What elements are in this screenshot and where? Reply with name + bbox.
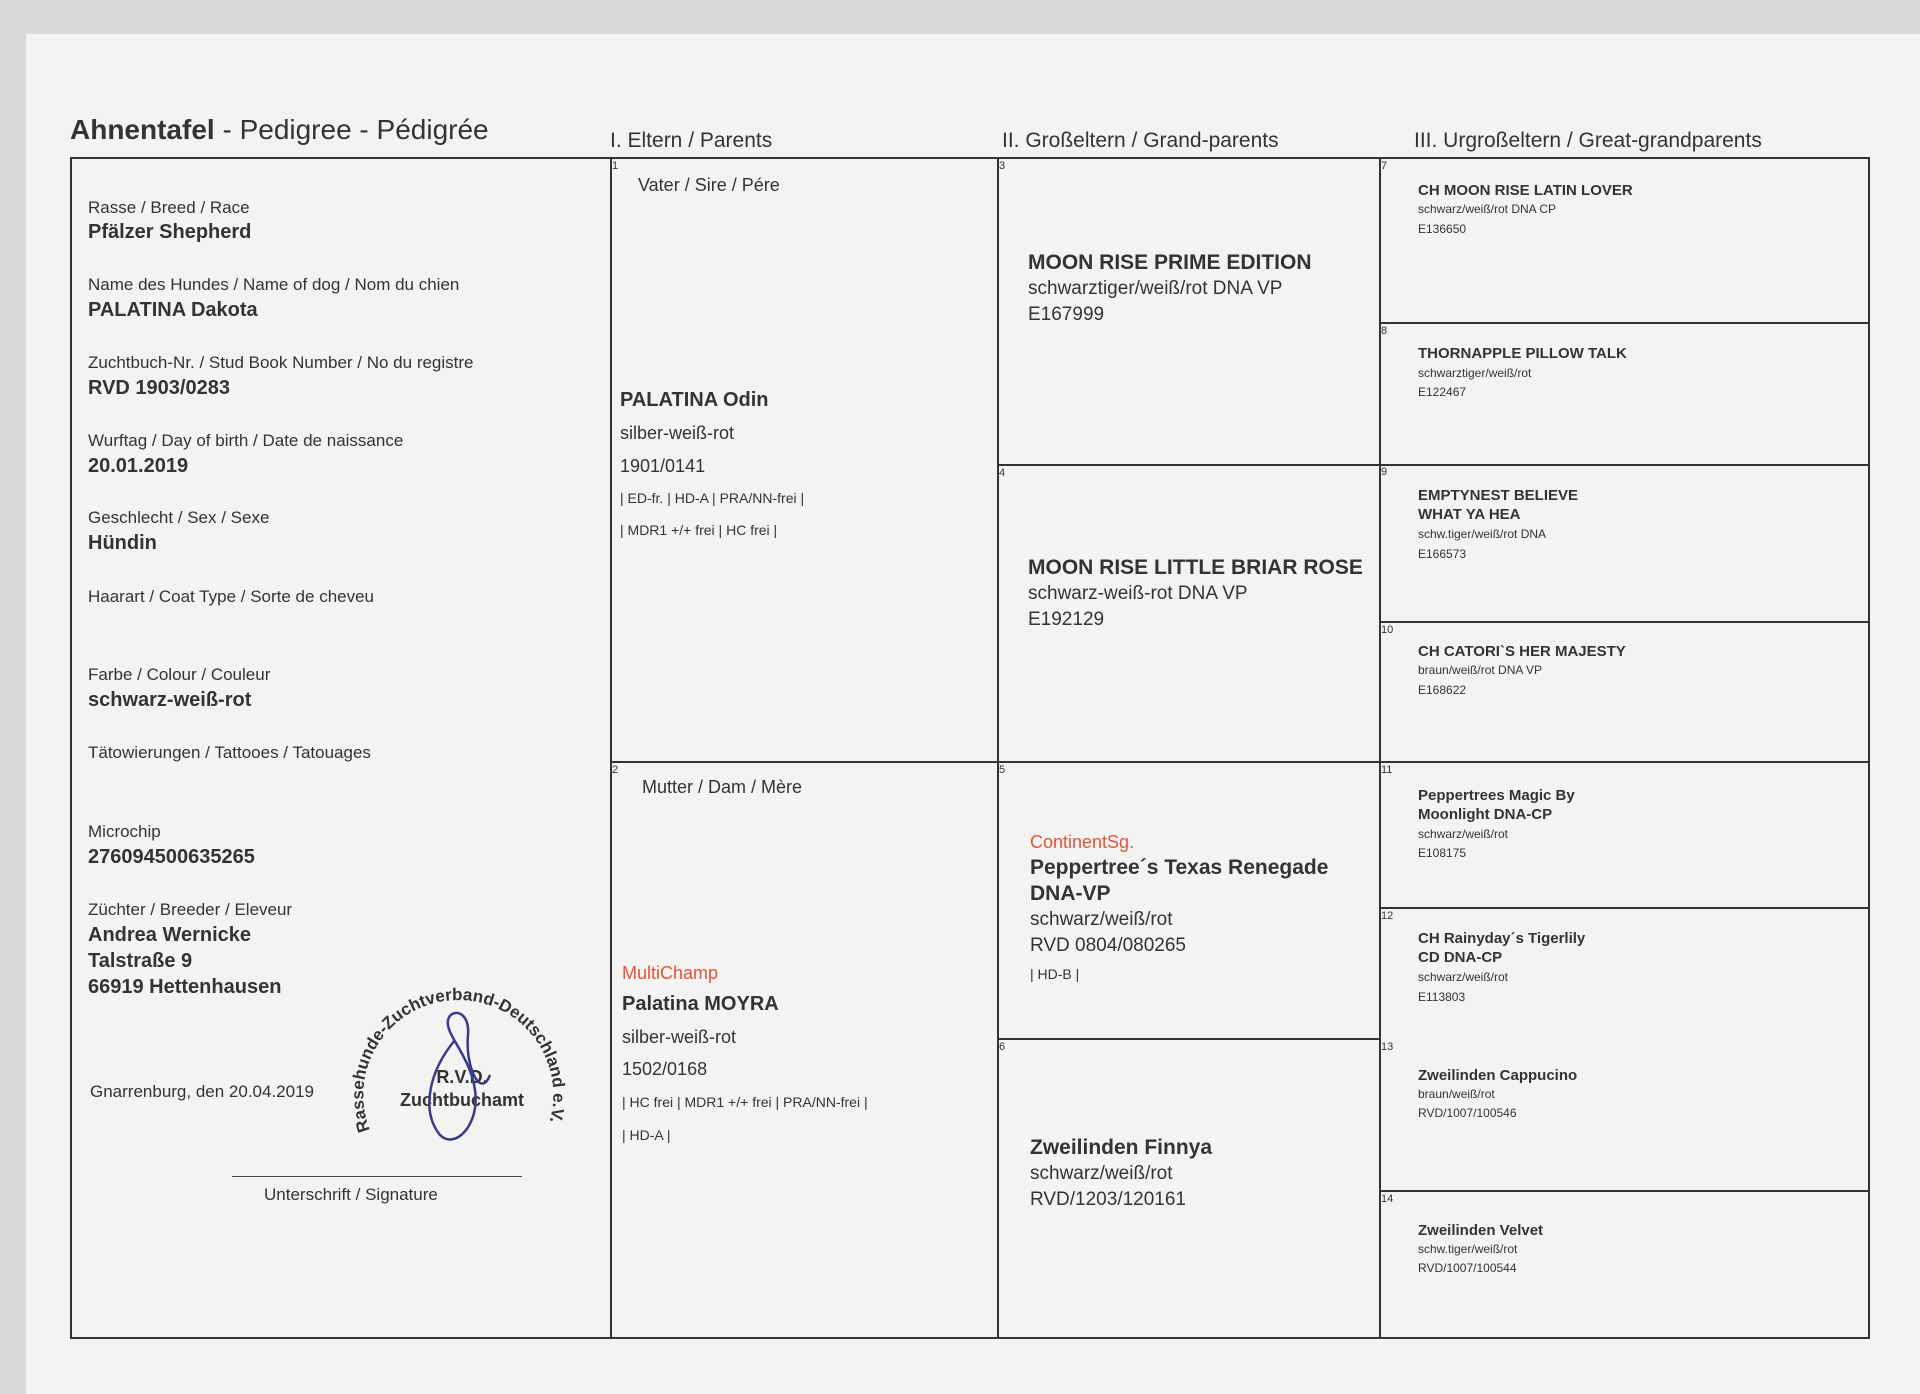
column-header-parents: I. Eltern / Parents <box>610 129 773 152</box>
great-grandparent-colour: schwarz/weiß/rot DNA CP <box>1418 202 1557 216</box>
great-grandparent-name: CH MOON RISE LATIN LOVER <box>1418 182 1633 199</box>
divider <box>1379 907 1870 909</box>
grandparent-title: ContinentSg. <box>1030 832 1135 852</box>
divider <box>610 761 1379 763</box>
great-grandparent-colour: schwarz/weiß/rot <box>1418 827 1509 841</box>
sex-value: Hündin <box>88 532 157 554</box>
signature-line <box>232 1176 522 1177</box>
breeder-street: Talstraße 9 <box>88 950 193 972</box>
stamp-center-line1: R.V.D. <box>436 1067 488 1087</box>
sex-label: Geschlecht / Sex / Sexe <box>88 508 270 527</box>
great-grandparent-reg: E122467 <box>1418 385 1467 399</box>
cell-number: 7 <box>1381 160 1388 172</box>
cell-number: 13 <box>1381 1041 1394 1053</box>
great-grandparent-name: Zweilinden Cappucino <box>1418 1067 1578 1084</box>
divider <box>1379 761 1870 763</box>
great-grandparent-colour: schwarz/weiß/rot <box>1418 970 1509 984</box>
great-grandparent-reg: RVD/1007/100546 <box>1418 1106 1517 1120</box>
grandparent-colour: schwarz-weiß-rot DNA VP <box>1028 583 1248 604</box>
grandparent-name-2: DNA-VP <box>1030 882 1111 905</box>
signature-label: Unterschrift / Signature <box>264 1185 438 1204</box>
dam-role: Mutter / Dam / Mère <box>642 777 803 797</box>
colour-value: schwarz-weiß-rot <box>88 689 252 711</box>
great-grandparent-colour: schw.tiger/weiß/rot DNA <box>1418 527 1547 541</box>
page-title: Ahnentafel - Pedigree - Pédigrée <box>70 114 489 145</box>
dam-reg: 1502/0168 <box>622 1059 708 1079</box>
great-grandparent-name: CH CATORI`S HER MAJESTY <box>1418 643 1626 660</box>
grandparent-name: MOON RISE LITTLE BRIAR ROSE <box>1028 556 1363 579</box>
great-grandparent-name: THORNAPPLE PILLOW TALK <box>1418 345 1627 362</box>
great-grandparent-name: Peppertrees Magic By Moonlight DNA-CP <box>1418 787 1575 823</box>
great-grandparent-colour: braun/weiß/rot <box>1418 1087 1495 1101</box>
dam-colour: silber-weiß-rot <box>622 1027 737 1047</box>
dog-name-label: Name des Hundes / Name of dog / Nom du chien <box>88 275 460 294</box>
dob-value: 20.01.2019 <box>88 455 189 477</box>
grandparent-reg: E192129 <box>1028 609 1105 630</box>
great-grandparent-reg: E136650 <box>1418 222 1467 236</box>
great-grandparent-name: Zweilinden Velvet <box>1418 1222 1544 1239</box>
divider <box>1379 621 1870 623</box>
grandparent-name: Zweilinden Finnya <box>1030 1136 1213 1159</box>
divider <box>610 157 612 1339</box>
great-grandparent-name: CH Rainyday´s Tigerlily CD DNA-CP <box>1418 930 1586 966</box>
great-grandparent-colour: schwarztiger/weiß/rot <box>1418 366 1532 380</box>
dog-name-value: PALATINA Dakota <box>88 299 258 321</box>
dam-health-2: | HD-A | <box>622 1127 671 1143</box>
breeder-city: 66919 Hettenhausen <box>88 976 282 998</box>
grandparent-reg: RVD/1203/120161 <box>1030 1189 1186 1210</box>
divider <box>1379 1190 1870 1192</box>
tattoo-label: Tätowierungen / Tattooes / Tatouages <box>88 743 371 762</box>
divider <box>997 464 1870 466</box>
cell-number: 9 <box>1381 466 1388 478</box>
grandparent-name: Peppertree´s Texas Renegade <box>1030 856 1329 879</box>
studbook-label: Zuchtbuch-Nr. / Stud Book Number / No du registre <box>88 353 474 372</box>
coat-label: Haarart / Coat Type / Sorte de cheveu <box>88 587 375 606</box>
cell-number: 8 <box>1381 325 1388 337</box>
breed-value: Pfälzer Shepherd <box>88 221 252 243</box>
great-grandparent-colour: schw.tiger/weiß/rot <box>1418 1242 1518 1256</box>
great-grandparent-reg: E168622 <box>1418 683 1467 697</box>
column-header-grandparents: II. Großeltern / Grand-parents <box>1002 129 1279 152</box>
breeder-name: Andrea Wernicke <box>88 924 252 946</box>
divider <box>1379 322 1870 324</box>
place-date: Gnarrenburg, den 20.04.2019 <box>90 1082 315 1101</box>
great-grandparent-reg: RVD/1007/100544 <box>1418 1261 1517 1275</box>
dam-title: MultiChamp <box>622 963 719 983</box>
breed-label: Rasse / Breed / Race <box>88 198 250 217</box>
great-grandparent-reg: E113803 <box>1418 990 1466 1004</box>
dam-health-1: | HC frei | MDR1 +/+ frei | PRA/NN-frei | <box>622 1094 868 1110</box>
grandparent-colour: schwarz/weiß/rot <box>1030 1163 1173 1184</box>
dam-name: Palatina MOYRA <box>622 993 779 1015</box>
microchip-value: 276094500635265 <box>88 846 255 868</box>
sire-name: PALATINA Odin <box>620 389 769 411</box>
sire-role: Vater / Sire / Pére <box>638 175 780 195</box>
breeder-label: Züchter / Breeder / Eleveur <box>88 900 293 919</box>
colour-label: Farbe / Colour / Couleur <box>88 665 271 684</box>
grandparent-colour: schwarztiger/weiß/rot DNA VP <box>1028 278 1283 299</box>
cell-number: 12 <box>1381 910 1394 922</box>
cell-number: 10 <box>1381 624 1394 636</box>
grandparent-name: MOON RISE PRIME EDITION <box>1028 251 1312 274</box>
grandparent-reg: RVD 0804/080265 <box>1030 935 1186 956</box>
great-grandparent-colour: braun/weiß/rot DNA VP <box>1418 663 1543 677</box>
divider <box>997 1038 1379 1040</box>
microchip-label: Microchip <box>88 822 161 841</box>
divider <box>997 157 999 1339</box>
great-grandparent-reg: E166573 <box>1418 547 1467 561</box>
great-grandparent-reg: E108175 <box>1418 846 1467 860</box>
cell-number: 3 <box>999 160 1006 172</box>
studbook-value: RVD 1903/0283 <box>88 377 230 399</box>
sire-reg: 1901/0141 <box>620 456 706 476</box>
column-header-great-grandparents: III. Urgroßeltern / Great-grandparents <box>1414 129 1762 152</box>
sire-health-1: | ED-fr. | HD-A | PRA/NN-frei | <box>620 490 805 506</box>
grandparent-colour: schwarz/weiß/rot <box>1030 909 1173 930</box>
cell-number: 11 <box>1381 764 1393 776</box>
stamp-center-line2: Zuchtbuchamt <box>400 1090 524 1110</box>
cell-number: 14 <box>1381 1193 1394 1205</box>
cell-number: 6 <box>999 1041 1006 1053</box>
sire-health-2: | MDR1 +/+ frei | HC frei | <box>620 522 778 538</box>
zuchtbuchamt-stamp <box>330 960 590 1160</box>
cell-number: 5 <box>999 764 1006 776</box>
cell-number: 4 <box>999 467 1006 479</box>
grandparent-health: | HD-B | <box>1030 966 1080 982</box>
svg-text:Rassehunde-Zuchtverband-Deutsc <box>348 985 568 1135</box>
dob-label: Wurftag / Day of birth / Date de naissance <box>88 431 404 450</box>
grandparent-reg: E167999 <box>1028 304 1105 325</box>
sire-colour: silber-weiß-rot <box>620 423 735 443</box>
stamp-ring-text: Rassehunde-Zuchtverband-Deutschland e.V. <box>348 984 569 1135</box>
cell-number: 2 <box>612 764 619 776</box>
great-grandparent-name: EMPTYNEST BELIEVE WHAT YA HEA <box>1418 487 1579 523</box>
cell-number: 1 <box>612 160 619 172</box>
